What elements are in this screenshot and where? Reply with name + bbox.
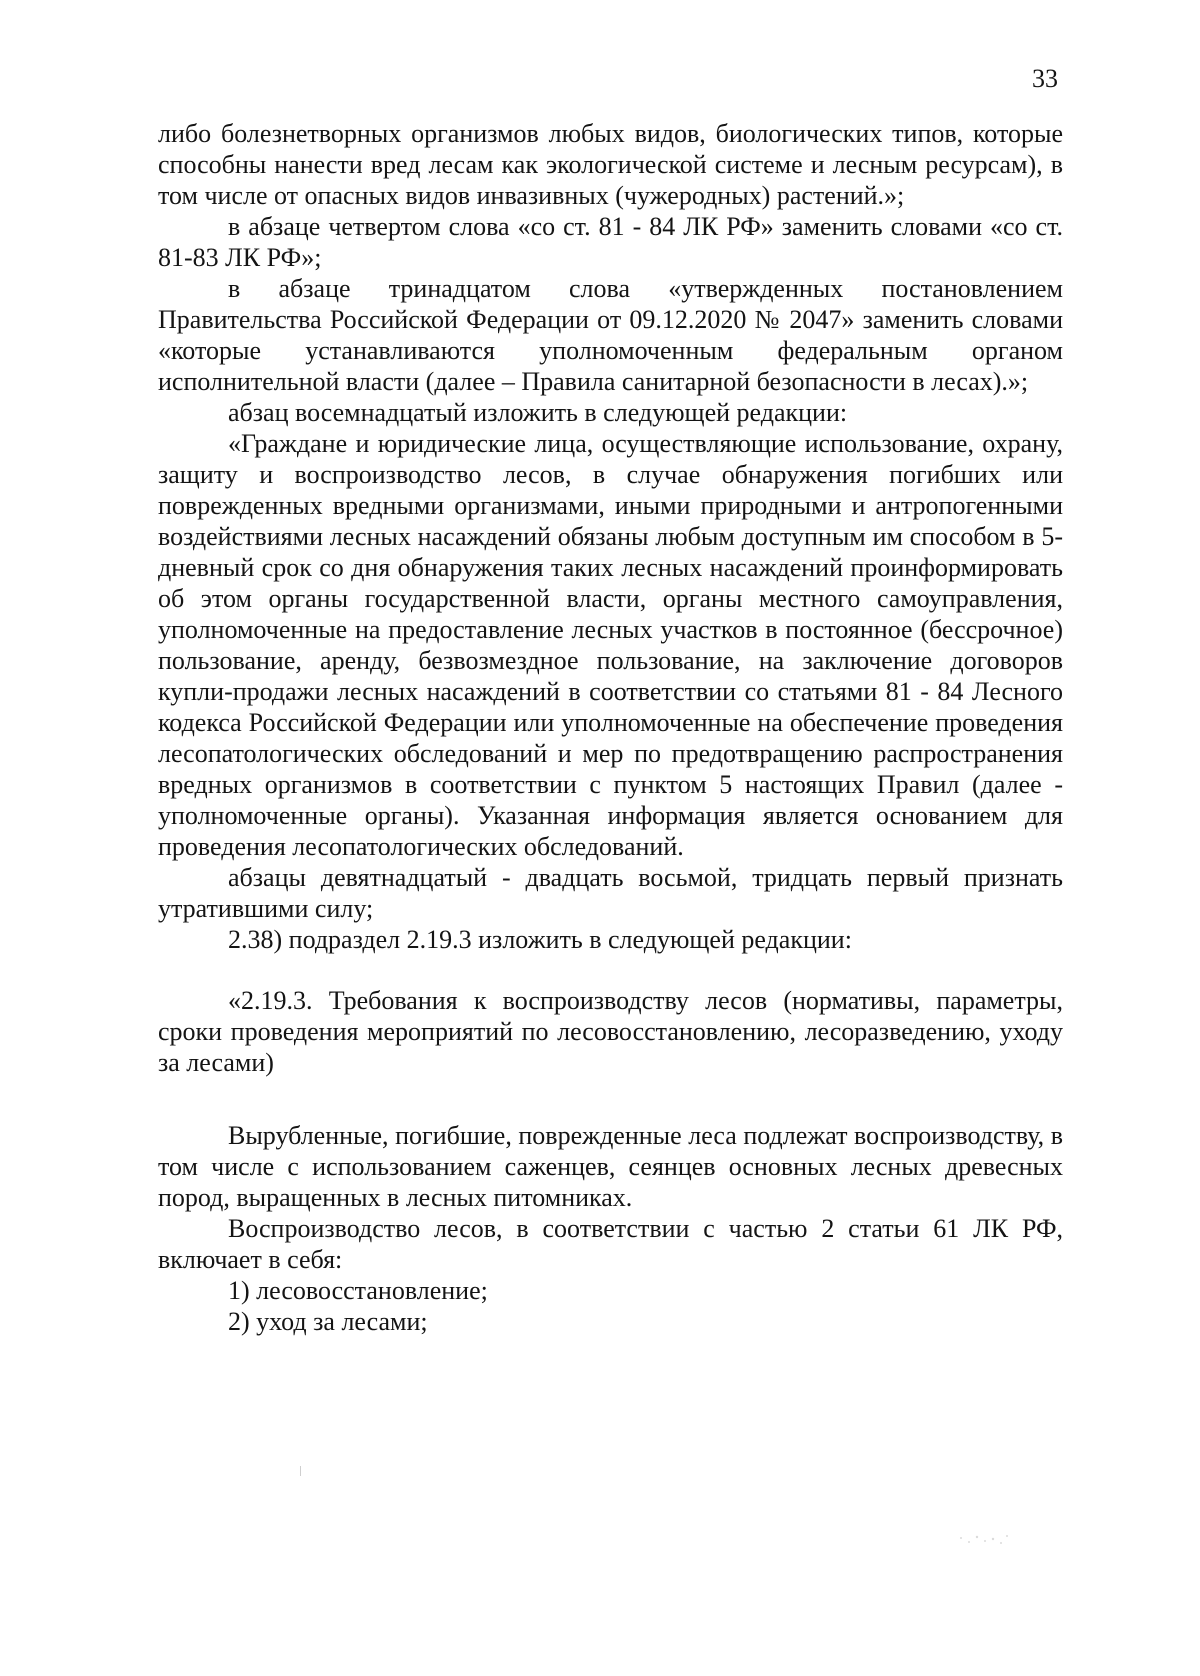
list-item-1: 1) лесовосстановление; (228, 1276, 488, 1305)
paragraph-item-2-38: 2.38) подраздел 2.19.3 изложить в следующей редакции: (228, 925, 852, 954)
document-body (158, 118, 1063, 1337)
scan-stamp-artifact (955, 1530, 1015, 1550)
paragraph-continuation: либо болезнетворных организмов любых видов, биологических типов, которые способны нанести вред лесам как экологической системе и лесным ресурсам), в том числе от опасных видов инвазивных (чужеродных) растений.»; (158, 119, 1063, 210)
paragraph-reproduction-includes: Воспроизводство лесов, в соответствии с частью 2 статьи 61 ЛК РФ, включает в себя: (158, 1214, 1063, 1274)
scan-artifact (300, 1466, 301, 1476)
paragraph-amendment-fourth: в абзаце четвертом слова «со ст. 81 - 84 ЛК РФ» заменить словами «со ст. 81-83 ЛК РФ»; (158, 212, 1063, 272)
paragraph-amendment-thirteenth: в абзаце тринадцатом слова «утвержденных постановлением Правительства Российской Федерации от 09.12.2020 № 2047» заменить словами «которые устанавливаются уполномоченным федеральным органом исполнительной власти (далее – Правила санитарной безопасности в лесах).»; (158, 274, 1063, 396)
paragraph-reproduction: Вырубленные, погибшие, поврежденные леса подлежат воспроизводству, в том числе с использованием саженцев, сеянцев основных лесных древесных пород, выращенных в лесных питомниках. (158, 1121, 1063, 1212)
page-number: 33 (1032, 64, 1058, 93)
paragraph-repeal: абзацы девятнадцатый - двадцать восьмой, тридцать первый признать утратившими силу; (158, 863, 1063, 923)
paragraph-amendment-eighteenth: абзац восемнадцатый изложить в следующей редакции: (228, 398, 848, 427)
paragraph-quoted-text: «Граждане и юридические лица, осуществляющие использование, охрану, защиту и воспроизводство лесов, в случае обнаружения погибших или поврежденных вредными организмами, иными природными и антропогенными воздействиями лесных насаждений обязаны любым доступным им способом в 5-дневный срок со дня обнаружения таких лесных насаждений проинформировать об этом органы государственной власти, органы местного самоуправления, уполномоченные на предоставление лесных участков в постоянное (бессрочное) пользование, аренду, безвозмездное пользование, на заключение договоров купли-продажи лесных насаждений в соответствии со статьями 81 - 84 Лесного кодекса Российской Федерации или уполномоченные на обеспечение проведения лесопатологических обследований и мер по предотвращению распространения вредных организмов в соответствии с пунктом 5 настоящих Правил (далее - уполномоченные органы). Указанная информация является основанием для проведения лесопатологических обследований. (158, 429, 1063, 861)
list-item-2: 2) уход за лесами; (228, 1307, 428, 1336)
subsection-heading: «2.19.3. Требования к воспроизводству лесов (нормативы, параметры, сроки проведения мероприятий по лесовосстановлению, лесоразведению, уходу за лесами) (158, 986, 1063, 1077)
